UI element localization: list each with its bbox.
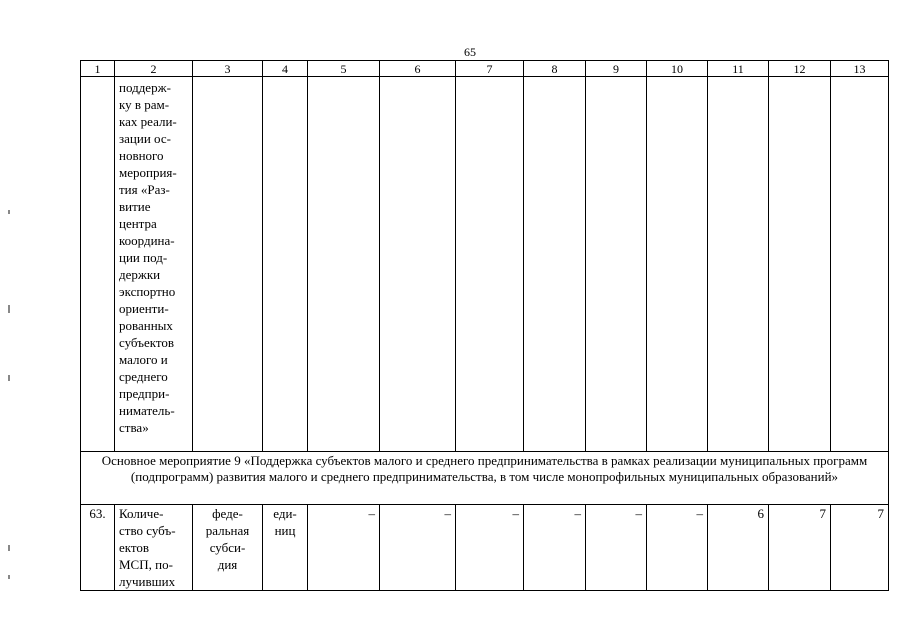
scan-artifact — [8, 545, 10, 551]
row-number: 63. — [81, 505, 115, 591]
header-cell: 6 — [380, 61, 456, 77]
header-cell: 13 — [831, 61, 889, 77]
value-cell: – — [586, 505, 647, 591]
unit-of-measure: еди- ниц — [263, 505, 308, 591]
scan-artifact — [8, 375, 10, 381]
header-cell: 4 — [263, 61, 308, 77]
table-cell — [308, 77, 380, 452]
table-cell — [647, 77, 708, 452]
table-cell — [380, 77, 456, 452]
scan-artifact — [8, 575, 10, 579]
funding-source: феде- ральная субси- дия — [193, 505, 263, 591]
indicator-name: Количе- ство субъ- ектов МСП, по- лучивших — [115, 505, 193, 591]
section-heading: Основное мероприятие 9 «Поддержка субъектов малого и среднего предпринимательства в рамках реализации муниципальных программ (подпрограмм) развития малого и среднего предпринимательства, в том числе монопрофильных муниципальных образований» — [81, 452, 889, 505]
value-cell: 7 — [769, 505, 831, 591]
table-row-63 — [81, 505, 889, 591]
table-cell — [586, 77, 647, 452]
page-number: 65 — [464, 45, 476, 59]
section-heading-row — [81, 452, 889, 505]
table-cell — [115, 77, 193, 452]
value-cell: 7 — [831, 505, 889, 591]
table-cell — [708, 77, 769, 452]
header-row — [81, 61, 889, 77]
table-cell — [831, 77, 889, 452]
header-cell: 5 — [308, 61, 380, 77]
table-cell — [263, 77, 308, 452]
header-cell: 2 — [115, 61, 193, 77]
header-cell: 11 — [708, 61, 769, 77]
value-cell: – — [380, 505, 456, 591]
header-cell: 1 — [81, 61, 115, 77]
table-cell — [524, 77, 586, 452]
scan-artifact — [8, 305, 10, 313]
value-cell: – — [456, 505, 524, 591]
header-cell: 8 — [524, 61, 586, 77]
table-row-continued — [81, 77, 889, 452]
header-cell: 9 — [586, 61, 647, 77]
value-cell: – — [308, 505, 380, 591]
header-cell: 7 — [456, 61, 524, 77]
header-cell: 10 — [647, 61, 708, 77]
table-cell — [81, 77, 115, 452]
data-table — [80, 60, 889, 591]
value-cell: – — [647, 505, 708, 591]
table-cell — [769, 77, 831, 452]
scan-artifact — [8, 210, 10, 214]
value-cell: – — [524, 505, 586, 591]
header-cell: 3 — [193, 61, 263, 77]
indicator-description: поддерж- ку в рам- ках реали- зации ос- новного мероприя- тия «Раз- витие центра координа- ции под- держки экспортно ориенти- рованных субъектов малого и среднего предпри- ниматель- ства» — [119, 80, 177, 435]
table-cell — [193, 77, 263, 452]
value-cell: 6 — [708, 505, 769, 591]
header-cell: 12 — [769, 61, 831, 77]
table-cell — [456, 77, 524, 452]
